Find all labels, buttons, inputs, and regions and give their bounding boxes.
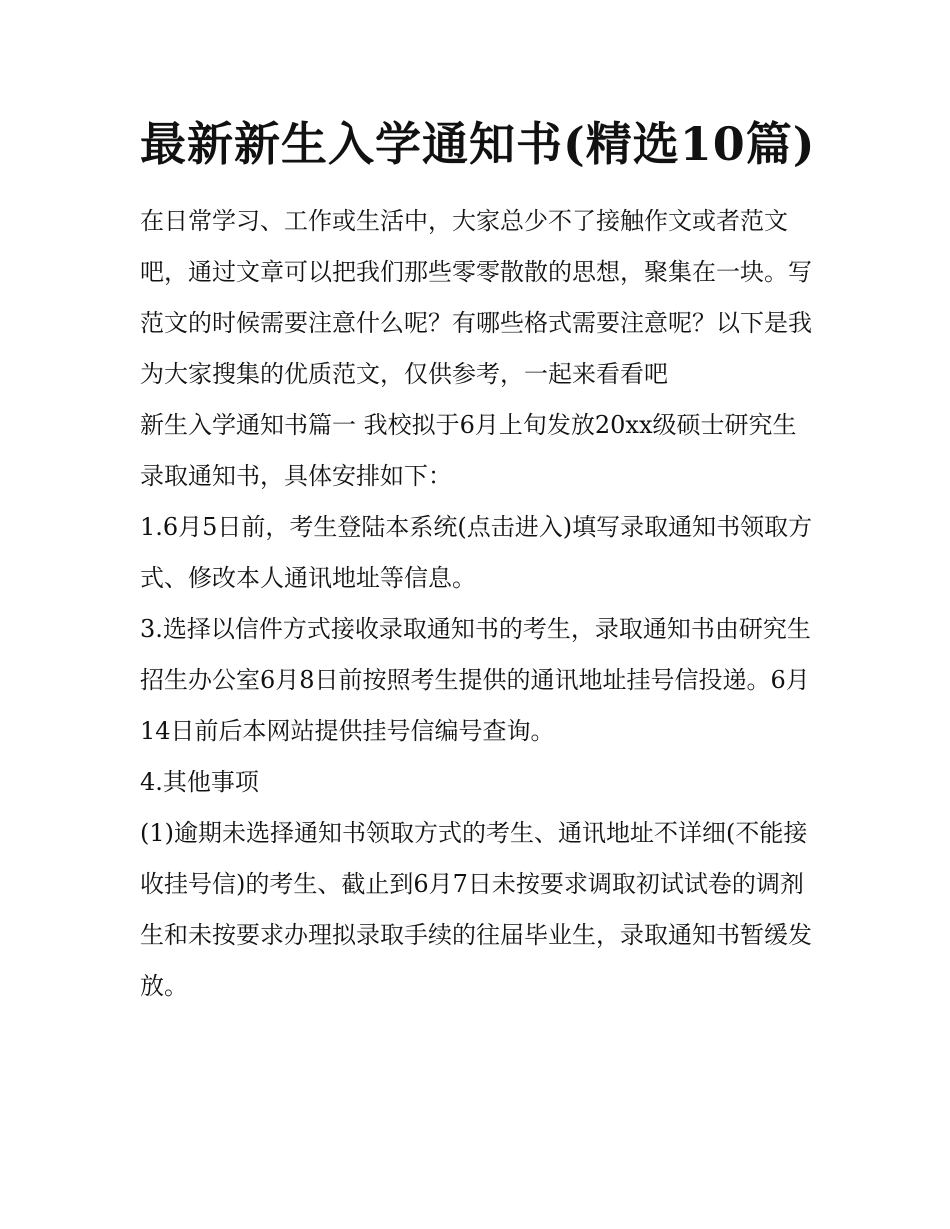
paragraph-item-4-heading: 4.其他事项 [140, 768, 259, 796]
document-title: 最新新生入学通知书(精选10篇) [140, 117, 816, 171]
document-body [140, 112, 820, 1012]
paragraph-intro: 在日常学习、工作或生活中，大家总少不了接触作文或者范文吧，通过文章可以把我们那些零零散散的思想，聚集在一块。写范文的时候需要注意什么呢？有哪些格式需要注意呢？以下是我为大家搜集的优质范文，仅供参考，一起来看看吧 [140, 207, 812, 388]
paragraph-item-4-1: (1)逾期未选择通知书领取方式的考生、通讯地址不详细(不能接收挂号信)的考生、截止到6月7日未按要求调取初试试卷的调剂生和未按要求办理拟录取手续的往届毕业生，录取通知书暂缓发放。 [140, 819, 812, 1000]
paragraph-item-3: 3.选择以信件方式接收录取通知书的考生，录取通知书由研究生招生办公室6月8日前按照考生提供的通讯地址挂号信投递。6月14日前后本网站提供挂号信编号查询。 [140, 615, 811, 745]
paragraph-notice-header: 新生入学通知书篇一 我校拟于6月上旬发放20xx级硕士研究生录取通知书，具体安排如下： [140, 411, 797, 490]
paragraph-item-1: 1.6月5日前，考生登陆本系统(点击进入)填写录取通知书领取方式、修改本人通讯地址等信息。 [140, 513, 813, 592]
